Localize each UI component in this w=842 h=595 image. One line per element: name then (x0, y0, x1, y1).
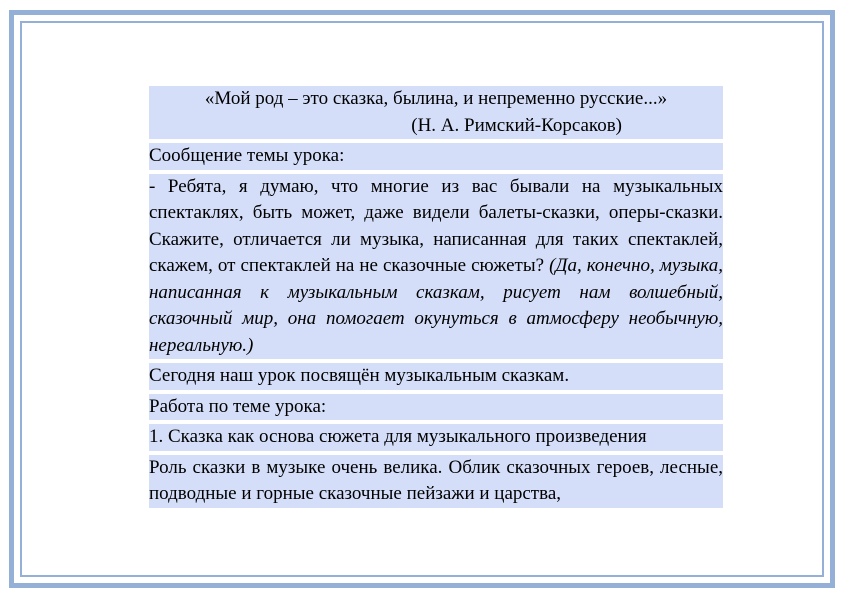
section-heading-1: 1. Сказка как основа сюжета для музыкального произведения (149, 424, 723, 451)
epigraph (149, 86, 723, 139)
answer-text: (Да, конечно, музыка, написанная к музыкальным сказкам, рисует нам волшебный, сказочный мир, она помогает окунуться в атмосферу необычную, нереальную.) (149, 255, 723, 356)
lesson-text-block (149, 86, 723, 540)
today-paragraph: Сегодня наш урок посвящён музыкальным сказкам. (149, 363, 723, 390)
work-heading: Работа по теме урока: (149, 394, 723, 421)
question-paragraph (149, 174, 723, 360)
epigraph-attribution: (Н. А. Римский-Корсаков) (411, 114, 622, 136)
epigraph-quote: «Мой род – это сказка, былина, и непременно русские...» (204, 88, 668, 109)
topic-announcement: Сообщение темы урока: (149, 143, 723, 170)
role-paragraph: Роль сказки в музыке очень велика. Облик сказочных героев, лесные, подводные и горные сказочные пейзажи и царства, (149, 455, 723, 508)
question-text: - Ребята, я думаю, что многие из вас бывали на музыкальных спектаклях, быть может, даже видели балеты-сказки, оперы-сказки. Скажите, отличается ли музыка, написанная для таких спектаклей, скажем, от спектаклей на не сказочные сюжеты? (149, 175, 723, 276)
